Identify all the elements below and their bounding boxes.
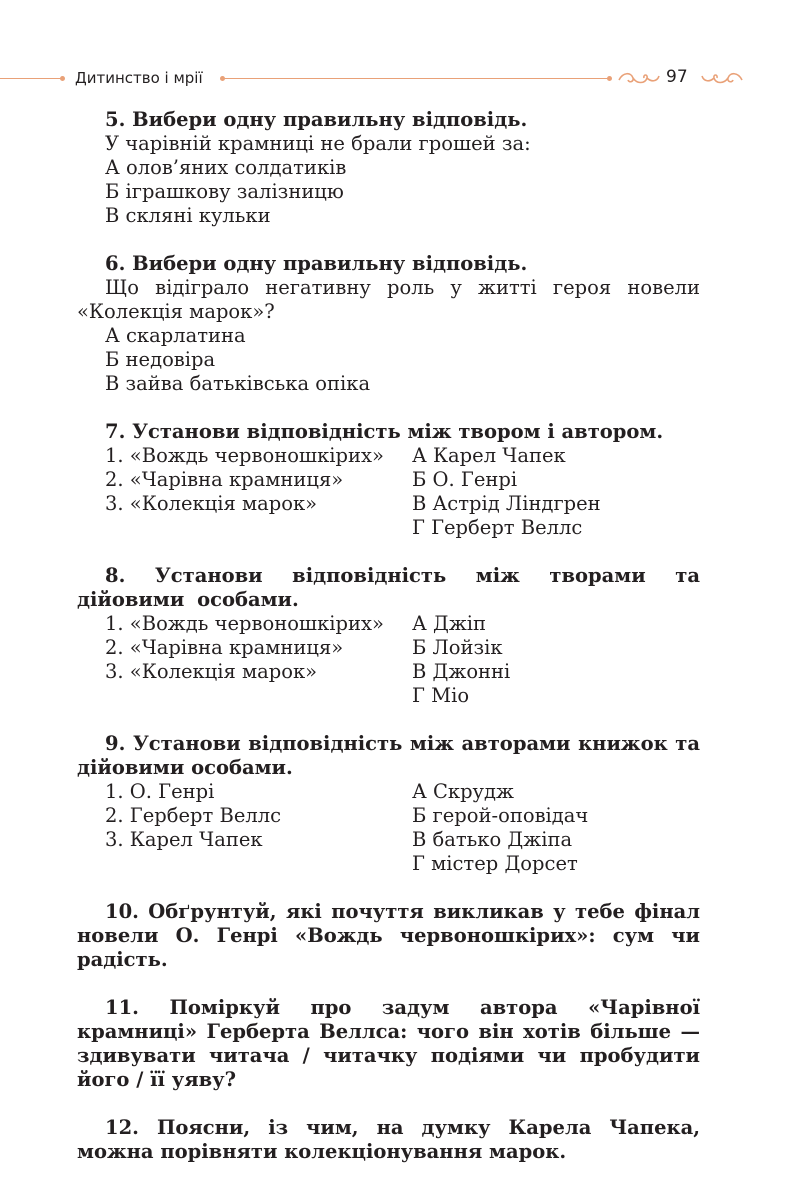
running-header [0,66,794,92]
question-9 [77,732,700,876]
works-column [77,444,412,540]
question-5 [77,108,700,228]
answer-option: Б іграшкову залізницю [105,180,344,203]
character-item: Б Лойзік [412,636,503,659]
characters-column [412,780,700,876]
question-title: 10. Обґрунтуй, які почуття викликав у тебе фінал новели О. Генрі «Вождь червоношкірих»: сум чи радість. [77,900,700,971]
author-item: А Карел Чапек [412,444,566,467]
ornament-right-icon [700,68,744,88]
question-text: Що відіграло негативну роль у житті героя новели «Колекція марок»? [77,276,700,323]
question-11 [77,996,700,1092]
question-title: 9. Установи відповідність між авторами книжок та дійовими особами. [77,732,700,779]
work-item: 3. «Колекція марок» [105,492,318,515]
header-rule-right [224,78,610,79]
character-item: Г Міо [412,684,470,707]
character-item: А Скрудж [412,780,514,803]
author-item: 2. Герберт Веллс [105,804,282,827]
matching-columns [77,612,700,708]
author-item: Б О. Генрі [412,468,518,491]
page-content [77,108,700,1188]
character-item: В Джонні [412,660,511,683]
answer-option: А скарлатина [105,324,246,347]
question-6 [77,252,700,396]
header-title: Дитинство і мрії [75,69,203,87]
header-dot-right [607,76,612,81]
ornament-left-icon [617,68,661,88]
page-number: 97 [666,67,688,87]
author-item: Г Герберт Веллс [412,516,583,539]
question-8 [77,564,700,708]
authors-column [412,444,700,540]
characters-column [412,612,700,708]
question-title: 6. Вибери одну правильну відповідь. [105,252,528,275]
character-item: Г містер Дорсет [412,852,578,875]
author-item: 3. Карел Чапек [105,828,263,851]
character-item: В батько Джіпа [412,828,573,851]
matching-columns [77,444,700,540]
question-title: 5. Вибери одну правильну відповідь. [105,108,528,131]
question-7 [77,420,700,540]
question-title: 7. Установи відповідність між твором і автором. [105,420,664,443]
answer-option: А олов’яних солдатиків [105,156,347,179]
authors-column [77,780,412,876]
work-item: 2. «Чарівна крамниця» [105,468,344,491]
question-12 [77,1116,700,1164]
header-rule-left [0,78,62,79]
header-dot-left [60,76,65,81]
answer-option: В скляні кульки [105,204,271,227]
work-item: 1. «Вождь червоношкірих» [105,444,384,467]
question-title: 8. Установи відповідність між творами та дійовими особами. [77,564,700,611]
question-10 [77,900,700,972]
work-item: 2. «Чарівна крамниця» [105,636,344,659]
answer-option: Б недовіра [105,348,216,371]
question-title: 12. Поясни, із чим, на думку Карела Чапека, можна порівняти колекціонування марок. [77,1116,700,1163]
matching-columns [77,780,700,876]
character-item: А Джіп [412,612,486,635]
work-item: 1. «Вождь червоношкірих» [105,612,384,635]
character-item: Б герой-оповідач [412,804,589,827]
question-title: 11. Поміркуй про задум автора «Чарівної крамниці» Герберта Веллса: чого він хотів більше — здивувати читача / читачку подіями чи пробудити його / її уяву? [77,996,700,1091]
answer-option: В зайва батьківська опіка [105,372,371,395]
works-column [77,612,412,708]
work-item: 3. «Колекція марок» [105,660,318,683]
author-item: В Астрід Ліндгрен [412,492,601,515]
author-item: 1. О. Генрі [105,780,215,803]
question-text: У чарівній крамниці не брали грошей за: [105,132,531,155]
